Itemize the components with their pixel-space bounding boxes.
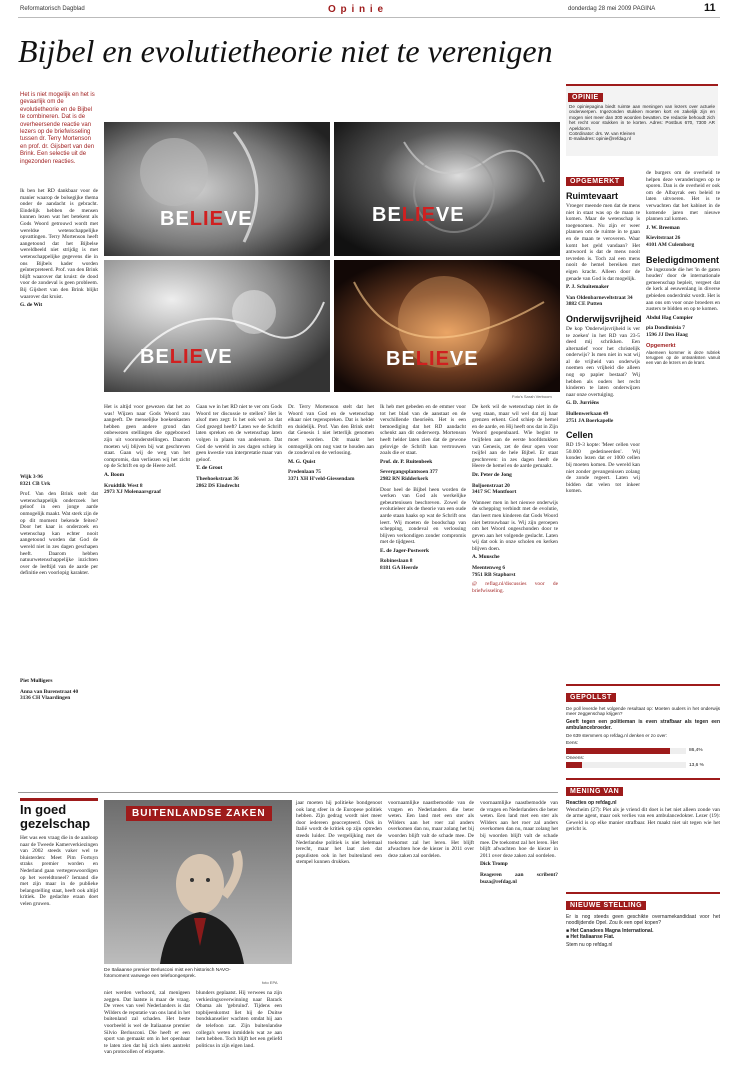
art-part-3: VE [223,208,253,230]
ruimtevaart-author: P. J. Schuitemaker [566,284,609,291]
art-part-3: VE [435,204,465,226]
art-part-1: BE [160,208,190,230]
photo-credit: Foto's Sarah Verboom [512,394,552,399]
letter-address: Robineslaan 8 [380,558,413,565]
opinie-text: De opiniepagina biedt ruimte aan meningen van lezers over actuele onderwerpen. Ingezonden stukken moeten kort en zakelijk zijn en mogen niet meer dan 300 woorden bevatten. De redactie behoudt zich het recht voor stukken in te korten. Adres: Postbus 670, 7300 AR Apeldoorn. [569,104,715,131]
poll-label: GEPOLLST [566,693,616,702]
letter-address: Meentenweg 6 [472,565,506,572]
letter-text: Gaan we in het RD niet te ver om Gods Woord ter discussie te stellen? Het is alsof men zegt: Is het ook wel zo dat God gezegd heeft? Laten we de Schrift laten spreken en de wetenschap laten volgen in plaats van andersom. Dat God de wereld in zes dagen schiep is geen kwestie van interpretatie maar van geloof. [196,404,282,463]
poll-eens-row [566,748,720,754]
poll-eens-bar [566,748,670,754]
header-rule [18,17,720,18]
col2-address: Kievitstraat 26 [646,235,681,242]
opgemerkt-bottom-text: Alaemeen kommer is deze rubriek terugpen op de ontvanksten vanuit een van de lezers en de krant. [646,350,720,366]
mening-heading: Reacties op refdag.nl [566,800,617,806]
letter-city: 8181 GA Heerde [380,565,419,572]
buitenlandse-zaken-label: BUITENLANDSE ZAKEN [126,806,272,821]
ruimtevaart-title: Ruimtevaart [566,191,619,201]
art-part-1: BE [372,204,402,226]
letter-2-signature [20,676,98,786]
art-part-3: VE [449,348,479,370]
cellen-text: RD 19-3 kopte: 'Meer cellen voor 50.000 gedetineerden'. Wij konden lezen dat er 1000 cellen bij moeten komen. De wereld kan niet zonder gevangenissen zolang de zonde regeert. Laten wij bidden dat velen tot inkeer komen. [566,442,640,495]
believe-artwork [104,122,560,392]
ruimtevaart-text: Vroeger meende men dat de mens niet in staat was op de maan te komen. Maar de wetenschap is toegenomen. Nu zijn er weer plannen om de ruimte in te gaan en de maan te veroveren. Waar komt het geld vandaan? Het antwoord is dat de mens nooit tevreden is. Toch zal een mens nooit de hemel bereiken met eigen kracht. Alleen door de genade van God is dat mogelijk. [566,203,640,282]
onderwijs-author: G. D. Jurriëns [566,400,599,407]
poll-intro: De poll leverde het volgende resultaat op: Moeten ouders in het onderwijs meer zeggenschap krijgen? [566,706,720,717]
nieuwe-stelling-box [566,892,720,964]
photo-illustration [104,800,292,964]
paper-name: Reformatorisch Dagblad [20,6,85,12]
letter-text: Wanneer men in het nieuwe onderwijs de schepping verbindt met de evolutie, dan leert men kinderen dat Gods Woord niet betrouwbaar is. Wij zijn geroepen om het Woord ongeschonden door te geven aan het volgende geslacht. Laten wij dat ook in onze scholen en kerken blijven doen. [472,499,558,552]
opgemerkt-bottom-label: Opgemerkt [646,343,676,350]
poll-oneens-label: Oneens: [566,755,585,761]
letter-city: 3417 SC Montfoort [472,489,517,496]
letter-text: Ik ben het RD dankbaar voor de manier waarop de bolsegijke thema onder de aandacht is gebracht. Eindelijk hebben de mensen kunnen lezen wat het betekent als Gods Woord getrouwd wordt met wereldse wetenschappelijke opvattingen. Terry Mortenson heeft aangetoond dat het Bijbelse wereldbeeld niet strijdig is met wetenschappelijke gegevens die in ons Bijbels kader worden geïnterpreteerd. Prof. van den Brink blijft waarover dat kruist: de dood voor de zondeval is geen probleem. Bij Gijsbert van den Brink blijkt waarover dat kruist. [20,188,98,300]
berlusconi-photo [104,800,292,964]
letter-city: 7951 RB Staphorst [472,571,516,578]
bottom-author-note[interactable]: Reageren aan scribent? buza@refdag.nl [480,871,558,885]
poll-question: Geeft tegen een politieman is even strafbaar als tegen een ambulancebroeder. [566,718,720,731]
letter-text: Dr. Terry Mortenson stelt dat het Woord van God en de wetenschap elkaar niet tegenspreken. Dat is helder en duidelijk. Prof. Van den Brink stelt dat Genesis 1 niet letterlijk genomen moet worden. Dit maakt het onmogelijk om nog vast te houden aan de zondeval en de verlossing. [288,404,374,457]
letter-address: Severgangsplantsoen 377 [380,469,438,476]
bottom-col-1: niet werden verhoord, zal menigeen zeggen. Dat laatste is maar de vraag. De vrees van veel Nederlanders is dat Wilders de reputatie van ons land in het buitenland zal schaden. Het beste voorbeeld is wel de Italiaanse premier Silvio Berlusconi. Die heeft er een sport van gemaakt om in het openbaar te laten zien dat hij zich niets aantrekt van protocollen of etiquette. [104,990,190,1056]
letter-1-address [20,474,98,674]
poll-box [566,684,720,776]
footer-note-text: reflag.nl/discussies voor de briefwisseling. [472,581,558,594]
cellen-title: Cellen [566,430,594,441]
page-number: 11 [704,2,716,14]
letter-author: Dr. Peter de Jong [472,471,512,478]
mening-label: MENING VAN [566,787,623,796]
letter-author: A. Boom [104,471,125,478]
poll-oneens-track [566,762,686,768]
poll-oneens-value: 13,6 % [689,762,704,768]
opinie-email[interactable]: E-mailadres: opinie@refdag.nl [569,136,631,142]
letter-8 [472,404,558,784]
letter-5 [288,404,374,784]
col2-city: 4101 AM Culemborg [646,241,695,248]
beledd-title: Beledigdmoment [646,254,720,265]
poll-oneens-row [566,762,720,768]
letter-text: De kerk wil de wetenschap niet in de weg staan, maar wil wel dat zij haar grenzen erkent. God schiep de hemel en de aarde, en Hij heeft ons dat in Zijn Woord geopenbaard. Wie begint te twijfelen aan de eerste hoofdstukken van Genesis, zet de deur open voor twijfel aan de hele Bijbel. Er staat geschreven: in zes dagen heeft de Heere de hemel en de aarde gemaakt. [472,404,558,470]
letter-address: Theehoekstraat 36 [196,475,239,482]
letter-6 [380,404,466,784]
believe-word-2 [372,204,465,227]
beledd-city: 1596 JJ Den Haag [646,331,688,338]
photo-caption: De Italiaanse premier Berlusconi mist een historisch NAVO-fotomoment vanwege een telefoongesprek. [104,968,231,979]
art-part-2: LIE [415,348,450,370]
letter-address: Anna van Burenstraat 40 [20,688,79,695]
letter-author: T. de Groot [196,465,223,472]
bottom-col-5 [480,800,558,1048]
square-bullet-icon: ■ [566,928,571,934]
onderwijs-address: Hullenwerkaan 49 [566,411,609,418]
footer-note[interactable] [472,581,558,594]
opinie-box [566,84,718,156]
believe-word-3 [140,346,233,369]
sidebar-col-2 [646,170,720,610]
letter-text: Het is altijd voor gewezen dat het zo was! Wijzen naar Gods Woord zou aangeeft. De menselijke boekenkasten hebben geen andere grond dan onbewezen stellingen die opgebouwd zijn uit vooronderstellingen. Daarom moeten wij blijven bij wat geschreven staat. Gaan wij de weg van het compromis, dan verliezen wij het zicht op de Schrift en op de Heere zelf. [104,404,190,470]
letter-author: Piet Mulligers [20,678,53,684]
bottom-col-5-text: voornaamlijke naastbemodde van de vragen en Nederlanders die beter weten. Een land met een ster als Wilders aan het roer zal anders overkomen dan nu, maar zolang het bij woorden blijft valt de schade mee. De toekomst zal het leren. Het blijft afwachten hoe de kiezer in 2011 over deze zaken zal oordelen. [480,800,558,859]
poll-eens-value: 86,4% [689,748,703,754]
poll-eens-track [566,748,686,754]
mening-text: Wencheim (27): Piet als je vriend dit doet is het niet alleen zonde van de arme agent, maar ook verlies van een ambulancedokter. Lezer (19): Geweld is op elke manier strafbaar. Het maakt niet uit tegen wie het gericht is. [566,806,720,833]
beledd-text: De ingezonde die het 'in de gaten houden' door de internationale gemeenschap bepleit, vergeet dat de kerk al eeuwenlang in diverse gebieden onderdrukt wordt. Het is aan ons om voor onze broeders en zusters te bidden en op te komen. [646,266,720,313]
opinie-coordinator: Coördinator: drs. W. van Kleinen [569,131,636,137]
ruimtevaart-address: Van Oldenbarneveltstraat 34 [566,294,633,301]
letter-text: Door heel de Bijbel heen worden de werken van God als werkelijke gebeurtenissen beschreven. Zowel de evolutieleer als de theorie van een oude aarde staan haaks op wat de Schrift ons leert. Wij moeten de boodschap van schepping, zondeval en verlossing blijven verkondigen zonder compromis met de tijdgeest. [380,486,466,546]
letter-city: 2982 RN Ridderkerk [380,475,429,482]
opinie-label: OPINIE [568,93,603,102]
letter-address: Boljoenstraat 20 [472,482,510,489]
beledd-author: Abdul Hag Compier [646,314,694,321]
onderwijs-text: De kop 'Onderwijsvrijheid is ver te zoeken' in het RD van 23-5 deed mij schrikken. Een alternatief voor het christelijk onderwijs? Is men niet in wat wij al de vrijheid van onderwijs noemen een vrijheid die alleen nog op papier bestaat? Wij hebben als ouders het recht kinderen te laten onderwijzen naar onze overtuiging. [566,325,640,398]
mening-box [566,778,720,890]
square-bullet-icon: ■ [566,934,571,940]
ingoed-title: In goed gezelschap [20,798,98,831]
believe-word-4 [386,348,479,371]
nieuwe-label: NIEUWE STELLING [566,901,646,910]
bottom-rule [18,792,558,793]
letter-city: 2862 DS Eindrecht [196,482,240,489]
nieuwe-text: Er is nog steeds geen geschikte overnamekandidaat voor het noodlijdende Opel. Zou ik een opel kopen? [566,914,720,926]
bottom-author: Dick Tromp [480,861,508,868]
letter-address: Wijk 3-96 [20,474,43,480]
letter-text: Ik heb met gebeden en de emmer voor tot het blad van de aanstaat en de verschillende theorieën. Het is een bemoediging dat het RD aandacht schenkt aan dit onderwerp. Mortenson heeft helder laten zien dat de gewone gelovige de Schrift kan vertrouwen zoals die er staat. [380,404,466,457]
onderwijs-city: 2751 JA Boerkapelle [566,417,614,424]
article-intro: Het is niet mogelijk en het is gevaarlijk om de evolutietheorie en de Bijbel te combineren. Dat is de overheersende reactie van lezers op de briefwisseling tussen dr. Terry Mortenson en prof. dr. Gijsbert van den Brink. Een selectie uit de ingezonden reacties. [20,92,95,165]
art-part-2: LIE [189,208,224,230]
ruimtevaart-city: 3882 CE Putten [566,301,603,308]
vote-link[interactable]: Stem nu op refdag.nl [566,942,613,948]
section-title: O p i n i e [328,4,385,15]
poll-sub: De 639 stemmers op refdag.nl denken er zo over: [566,732,668,738]
page-date: donderdag 28 mei 2009 PAGINA [568,6,656,12]
bottom-photo-credit: foto EPA [262,980,278,985]
onderwijs-title: Onderwijsvrijheid [566,313,642,324]
art-part-3: VE [203,346,233,368]
letter-city: 2973 XJ Molenaarsgraaf [104,489,161,496]
poll-option-2-label: Het Italiaanse Fiat. [570,934,615,940]
article-headline: Bijbel en evolutietheorie niet te verenigen [18,33,553,69]
poll-option-2[interactable] [566,934,720,940]
bottom-col-3: jaar moeten hij politieke bondgenoot ook lang sfeer in de Europese politiek hebben. Zijn gedrag wordt niet meer door iedereen geaccepteerd. Ook in Italië wordt de kritiek op zijn optreden steeds luider. De vergelijking met de Nederlandse politiek is niet helemaal terecht, maar het laat zien dat populisten ook in het buitenland een stempel kunnen drukken. [296,800,382,866]
art-part-2: LIE [401,204,436,226]
letter-1 [20,188,98,472]
letter-city: 8321 CB Urk [20,480,51,487]
letter-city: 3371 XH H'veld-Giessendam [288,475,355,482]
letter-author: E. de Jager-Postwerk [380,547,430,554]
poll-eens-label: Eens: [566,741,579,747]
letter-author: Prof. dr. P. Ruitenbeek [380,458,433,465]
letter-text: Prof. Van den Brink stelt dat wetenschappelijk onderzoek het geloof in een jonge aarde onmogelijk maakt. Wat sterk zijn de op dit moment bekende feiten? Door het kaar is onderzoek en wetenschap kan echter nooit aangetoond worden dat God de wereld niet in zes dagen geschapen heeft. Daarom hebben natuurwetenschappelijke inzichten over de leeftijd van de aarde per definitie een voorlopig karakter. [20,491,98,577]
letter-author: M. G. Quist [288,458,316,465]
col2-author: J. W. Breeman [646,224,680,231]
at-icon: @ [472,581,486,588]
bottom-col-4: voornaamlijke naastbemodde van de vragen en Nederlanders die beter weten. Een land met een ster als Wilders aan het roer zal anders overkomen dan nu, maar zolang het bij woorden blijft valt de schade mee. De toekomst zal het leren. Het blijft afwachten hoe de kiezer in 2011 over deze zaken zal oordelen. [388,800,474,859]
art-part-1: BE [386,348,416,370]
letter-4 [196,404,282,784]
beledd-address: pia Dondimisia 7 [646,325,685,332]
col2-text: de burgers om de overheid te helpen deze veranderingen op te sporen. Dan is de overheid er ook om de Albayrak een beleid te laten uitvoeren. Het is te verwachten dat het kabinet in de komende jaren met nieuwe plannen zal komen. [646,170,720,223]
letter-address: Predenlaan 75 [288,469,321,476]
opgemerkt-label: OPGEMERKT [566,177,624,186]
bottom-col-2: blunders geplaatst. Hij verwees na zijn verkiezingsoverwinning naar Barack Obama als 'gebruind'. Tijdens een topbijeenkomst liet hij de Duitse bondskanselier wachten omdat hij aan de telefoon zat. Zijn buitenlandse collega's weten inmiddels wat ze aan hem hebben. Toch blijft het een geliefd politicus in zijn eigen land. [196,990,282,1049]
art-part-1: BE [140,346,170,368]
letter-address: Kruidtlik West 8 [104,482,143,489]
letter-city: 3136 CH Vlaardingen [20,695,71,702]
believe-word-1 [160,208,253,231]
letter-author: A. Muusche [472,554,500,561]
in-goed-gezelschap [20,798,98,1048]
art-part-2: LIE [169,346,204,368]
poll-option-1-label: Het Canadees Magna International. [570,928,654,934]
letter-3 [104,404,190,784]
poll-oneens-bar [566,762,582,768]
ingoed-text: Het was een vraag die in de aanloop naar de Tweede Kamerverkiezingen van 2002 steeds vaker wel te bluisterden: Meet Pim Fortuyn straks premier worden en Nederland gaan vertegenwoordigen op het wereldtoneel? Iemand die met zijn maar in de publieke belangstelling staat, heeft ook altijd kritiek. De gedachte eraan doet velen gruwen. [20,835,98,907]
letter-author: G. de Wit [20,302,43,309]
